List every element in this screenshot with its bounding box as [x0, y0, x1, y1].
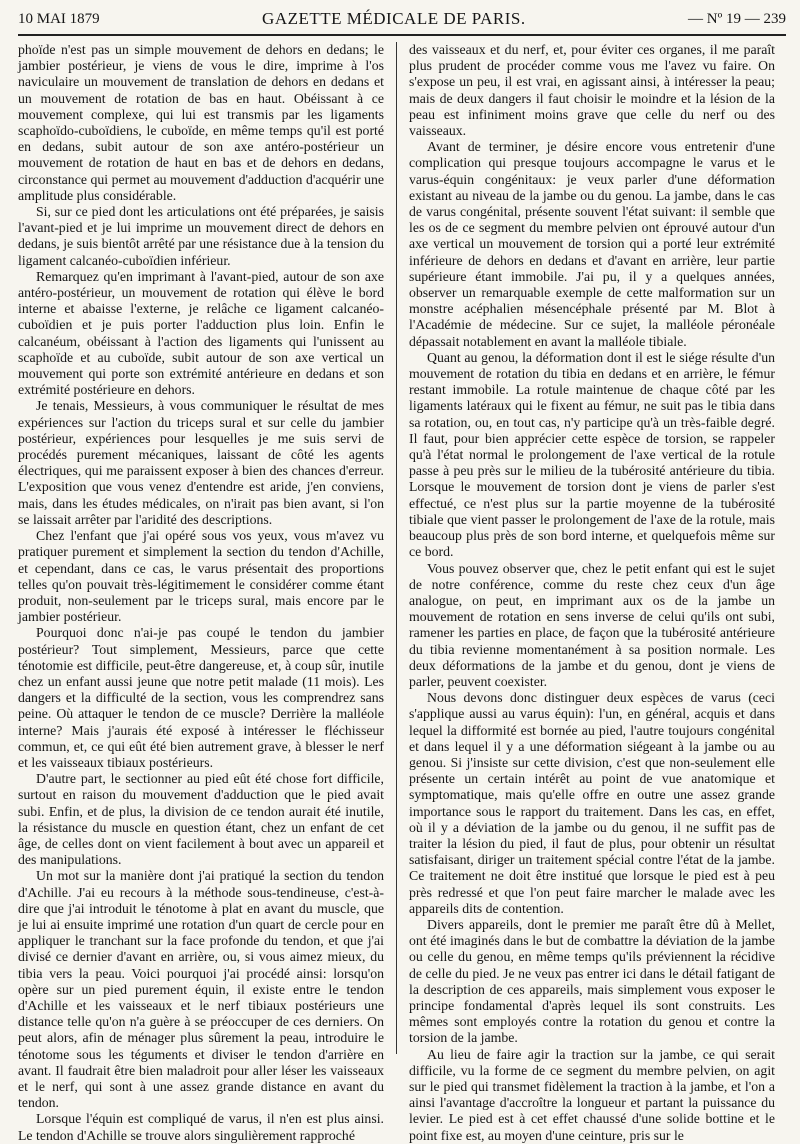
- paragraph: D'autre part, le sectionner au pied eût été chose fort difficile, surtout en raison du mouvement d'adduction que le pied avait subi. Enfin, et de plus, la division de ce tendon aurait été inutile, la résistance du muscle en question étant, chez un enfant de cet âge, de celles dont on vient facilement à bout avec un appareil et des manipulations.: [18, 771, 384, 868]
- paragraph: Au lieu de faire agir la traction sur la jambe, ce qui serait difficile, vu la forme de ce segment du membre pelvien, on agit sur le pied qui transmet fidèlement la traction à la jambe, et l'on a ainsi l'avantage d'accroître la longueur et partant la puissance du levier. Le pied est à cet effet chaussé d'une solide bottine et le point fixe est, au moyen d'une ceinture, pris sur le: [409, 1046, 775, 1143]
- paragraph: Remarquez qu'en imprimant à l'avant-pied, autour de son axe antéro-postérieur, un mouvement de rotation qui élève le bord interne et abaisse l'externe, je relâche ce ligament calcanéo-cuboïdien et je puis porter l'adduction plus loin. Enfin le calcanéum, obéissant à l'action des ligaments qui l'unissent au scaphoïde et au cuboïde, subit autour de son axe vertical un mouvement qui porte son extrémité antérieure en dedans et son extrémité postérieure en dehors.: [18, 268, 384, 398]
- paragraph: Un mot sur la manière dont j'ai pratiqué la section du tendon d'Achille. J'ai eu recours à la méthode sous-tendineuse, c'est-à-dire que j'ai introduit le ténotome à plat en avant du muscle, que je lui ai ensuite imprimé une rotation d'un quart de cercle pour en appliquer le tranchant sur la face profonde du tendon, et que j'ai divisé ce dernier d'avant en arrière, ou, si vous aimez mieux, du tibia vers la peau. Voici pourquoi j'ai procédé ainsi: lorsqu'on opère sur un pied purement équin, il existe entre le tendon d'Achille et les vaisseaux et le nerf tibiaux postérieurs une distance telle qu'on n'a guère à se préoccuper de ces derniers. On peut alors, afin de ménager plus sûrement la peau, introduire le ténotome sous les téguments et diviser le tendon d'arrière en avant. Il faudrait être bien maladroit pour aller léser les vaisseaux et le nerf, qui sont à une assez grande distance en avant du tendon.: [18, 868, 384, 1111]
- paragraph: Pourquoi donc n'ai-je pas coupé le tendon du jambier postérieur? Tout simplement, Messieurs, parce que cette ténotomie est difficile, peut-être dangereuse, et, à coup sûr, inutile chez un enfant aussi jeune que notre petit malade (11 mois). Les dangers et la difficulté de la section, vous les comprendrez sans peine. Où attaquer le tendon de ce muscle? Derrière la malléole interne? Mais j'aurais été exposé à intéresser le fléchisseur commun, et, ce qui eût été bien autrement grave, à blesser le nerf et les vaisseaux tibiaux postérieurs.: [18, 625, 384, 770]
- paragraph: Divers appareils, dont le premier me paraît être dû à Mellet, ont été imaginés dans le but de combattre la déviation de la jambe ou celle du genou, en même temps qu'ils préviennent la récidive de celle du pied. Je ne veux pas entrer ici dans le détail fatigant de la description de ces appareils, mais simplement vous exposer le principe fondamental d'après lequel ils sont construits. Les mêmes sont employés contre la rotation du genou et contre la torsion de la jambe.: [409, 916, 775, 1046]
- paragraph: Je tenais, Messieurs, à vous communiquer le résultat de mes expériences sur l'action du triceps sural et sur celle du jambier postérieur, expériences pour lesquelles je me suis servi de procédés purement mécaniques, laissant de côté les agents électriques, qui me paraissent exposer à bien des chances d'erreur. L'exposition que vous venez d'entendre est aride, j'en conviens, mais, dans les études médicales, on n'irait pas bien avant, si l'on se laissait arrêter par l'aridité des descriptions.: [18, 398, 384, 527]
- paragraph: phoïde n'est pas un simple mouvement de dehors en dedans; le jambier postérieur, je viens de vous le dire, imprime à l'os naviculaire un mouvement de translation de dehors en dedans et un mouvement de rotation de bas en haut. Obéissant à ce mouvement complexe, qui lui est transmis par les ligaments scaphoïdo-cuboïdiens, le cuboïde, en même temps qu'il est porté en dedans, subit autour de son axe antéro-postérieur un mouvement de rotation de haut en bas et de dehors en dedans, circonstance qui permet au mouvement d'adduction d'acquérir une amplitude plus considérable.: [18, 42, 384, 203]
- paragraph: Lorsque l'équin est compliqué de varus, il n'en est plus ainsi. Le tendon d'Achille se trouve alors singulièrement rapproché: [18, 1111, 384, 1143]
- paragraph: Si, sur ce pied dont les articulations ont été préparées, je saisis l'avant-pied et je lui imprime un mouvement direct de dehors en dedans, je suis bientôt arrêté par une résistance due à la tension du ligament calcanéo-cuboïdien inférieur.: [18, 204, 384, 268]
- publication-title: GAZETTE MÉDICALE DE PARIS.: [262, 9, 526, 28]
- paragraph: Vous pouvez observer que, chez le petit enfant qui est le sujet de notre conférence, comme du reste chez ceux d'un âge analogue, on peut, en imprimant aux os de la jambe un mouvement de rotation en sens inverse de celui qu'ils ont subi, ramener les parties en place, de façon que la tubérosité antérieure du tibia revienne momentanément à sa position normale. Les deux déformations de la jambe et du genou, dont je viens de parler, peuvent coexister.: [409, 560, 775, 689]
- right-column: [397, 42, 775, 1143]
- paragraph: Quant au genou, la déformation dont il est le siége résulte d'un mouvement de rotation du tibia en dedans et en arrière, le fémur restant immobile. La rotule maintenue de chaque côté par les ligaments latéraux qui le fixent au fémur, ne suit pas le tibia dans sa rotation, ou, en tout cas, n'y participe qu'à un très-faible degré. Il faut, pour bien apprécier cette espèce de torsion, se rappeler qu'à l'état normal le prolongement de l'axe vertical de la rotule passe à peu près sur le milieu de la tubérosité antérieure du tibia. Lorsque le mouvement de torsion dont je viens de parler s'est effectué, ce n'est plus sur la partie moyenne de la tubérosité tibiale que vient passer le prolongement de l'axe de la rotule, mais beaucoup plus près de son bord interne, et quelquefois même sur ce bord.: [409, 349, 775, 560]
- paragraph: Nous devons donc distinguer deux espèces de varus (ceci s'applique aussi au varus équin): l'un, en général, acquis et dans lequel la difformité est bornée au pied, l'autre toujours congénital et dans lequel il y a une déformation siégeant à la jambe ou au genou. Si j'insiste sur cette division, c'est que non-seulement elle présente un certain intérêt au point de vue anatomique et symptomatique, mais qu'elle offre en outre une assez grande importance sous le rapport du traitement. Dans les cas, en effet, où il y a déviation de la jambe ou du genou, il ne suffit pas de traiter la lésion du pied, il faut de plus, pour obtenir un résultat satisfaisant, diriger un traitement spécial contre l'état de la jambe. Ce traitement ne doit être institué que lorsque le pied est à peu près redressé et que l'on peut faire marcher le malade avec les appareils dits de contention.: [409, 690, 775, 916]
- text-columns: [18, 42, 786, 1143]
- issue-date: 10 MAI 1879: [18, 10, 100, 27]
- paragraph: Chez l'enfant que j'ai opéré sous vos yeux, vous m'avez vu pratiquer purement et simplement la section du tendon d'Achille, et cependant, dans ce cas, le varus présentait des proportions telles qu'on pouvait très-légitimement le considérer comme étant produit, non-seulement par le triceps sural, mais encore par le jambier postérieur.: [18, 528, 384, 625]
- issue-page-number: — Nº 19 — 239: [688, 10, 786, 27]
- left-column: [18, 42, 396, 1143]
- paragraph: des vaisseaux et du nerf, et, pour éviter ces organes, il me paraît plus prudent de procéder comme vous me l'avez vu faire. On s'expose un peu, il est vrai, en agissant ainsi, à intéresser la peau; mais de deux dangers il faut choisir le moindre et la lésion de la peau est infiniment moins grave que celle du nerf ou des vaisseaux.: [409, 42, 775, 139]
- paragraph: Avant de terminer, je désire encore vous entretenir d'une complication qui presque toujours accompagne le varus et le varus-équin congénitaux: je veux parler d'une déformation existant au niveau de la jambe ou du genou. La jambe, dans le cas de varus congénital, présente souvent l'état suivant: il semble que les os de ce segment du membre pelvien ont éprouvé autour d'un axe vertical un mouvement de torsion qui a porté leur extrémité inférieure de dehors en dedans et d'avant en arrière, leur partie supérieure étant immobile. J'ai pu, il y a quelques années, observer un remarquable exemple de cette malformation sur un monstre acéphalien mésencéphale présenté par M. Blot à l'Académie de médecine. Sur ce sujet, la malléole péronéale dépassait notablement en avant la malléole tibiale.: [409, 139, 775, 349]
- page-header: [18, 4, 786, 36]
